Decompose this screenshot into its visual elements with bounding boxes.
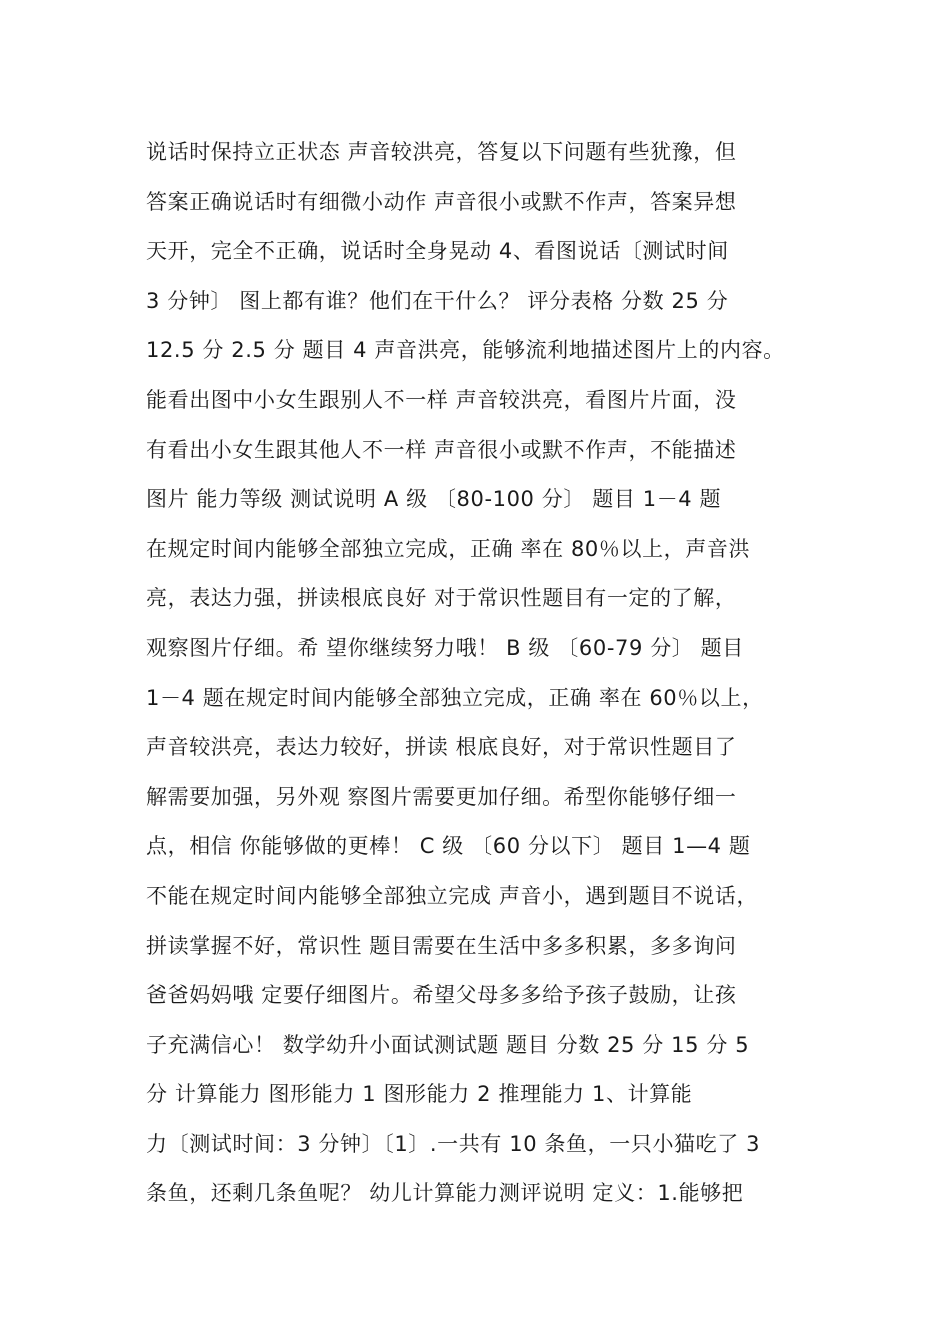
text-line: 12.5 分 2.5 分 题目 4 声音洪亮，能够流利地描述图片上的内容。 <box>146 338 785 363</box>
text-line: 不能在规定时间内能够全部独立完成 声音小，遇到题目不说话， <box>146 883 759 908</box>
text-line: 分 计算能力 图形能力 1 图形能力 2 推理能力 1、计算能 <box>146 1082 693 1107</box>
text-line: 条鱼，还剩几条鱼呢？ 幼儿计算能力测评说明 定义：1.能够把 <box>146 1181 744 1206</box>
text-line: 亮，表达力强，拼读根底良好 对于常识性题目有一定的了解， <box>146 586 737 611</box>
text-line: 力〔测试时间：3 分钟〕〔1〕.一共有 10 条鱼，一只小猫吃了 3 <box>146 1131 761 1156</box>
text-line: 解需要加强，另外观 察图片需要更加仔细。希型你能够仔细一 <box>146 784 737 809</box>
text-line: 在规定时间内能够全部独立完成，正确 率在 80％以上，声音洪 <box>146 536 751 561</box>
text-line: 声音较洪亮，表达力较好，拼读 根底良好，对于常识性题目了 <box>146 735 737 760</box>
text-line: 拼读掌握不好，常识性 题目需要在生活中多多积累，多多询问 <box>146 933 737 958</box>
text-line: 子充满信心！ 数学幼升小面试测试题 题目 分数 25 分 15 分 5 <box>146 1032 750 1057</box>
text-line: 能看出图中小女生跟别人不一样 声音较洪亮，看图片片面，没 <box>146 387 737 412</box>
text-line: 说话时保持立正状态 声音较洪亮，答复以下问题有些犹豫，但 <box>146 140 737 164</box>
text-line: 爸爸妈妈哦 定要仔细图片。希望父母多多给予孩子鼓励，让孩 <box>146 983 737 1008</box>
text-line: 图片 能力等级 测试说明 A 级 〔80-100 分〕 题目 1－4 题 <box>146 487 722 512</box>
text-line: 1－4 题在规定时间内能够全部独立完成，正确 率在 60％以上， <box>146 685 764 710</box>
text-line: 观察图片仔细。希 望你继续努力哦！ B 级 〔60-79 分〕 题目 <box>146 635 744 660</box>
text-line: 3 分钟〕 图上都有谁？他们在干什么？ 评分表格 分数 25 分 <box>146 288 729 313</box>
text-line: 点，相信 你能够做的更棒！ C 级 〔60 分以下〕 题目 1—4 题 <box>146 834 751 859</box>
body-text <box>146 128 826 1219</box>
text-line: 有看出小女生跟其他人不一样 声音很小或默不作声，不能描述 <box>146 437 737 462</box>
text-line: 天开，完全不正确，说话时全身晃动 4、看图说话〔测试时间 <box>146 239 729 264</box>
text-line: 答案正确说话时有细微小动作 声音很小或默不作声，答案异想 <box>146 189 737 214</box>
